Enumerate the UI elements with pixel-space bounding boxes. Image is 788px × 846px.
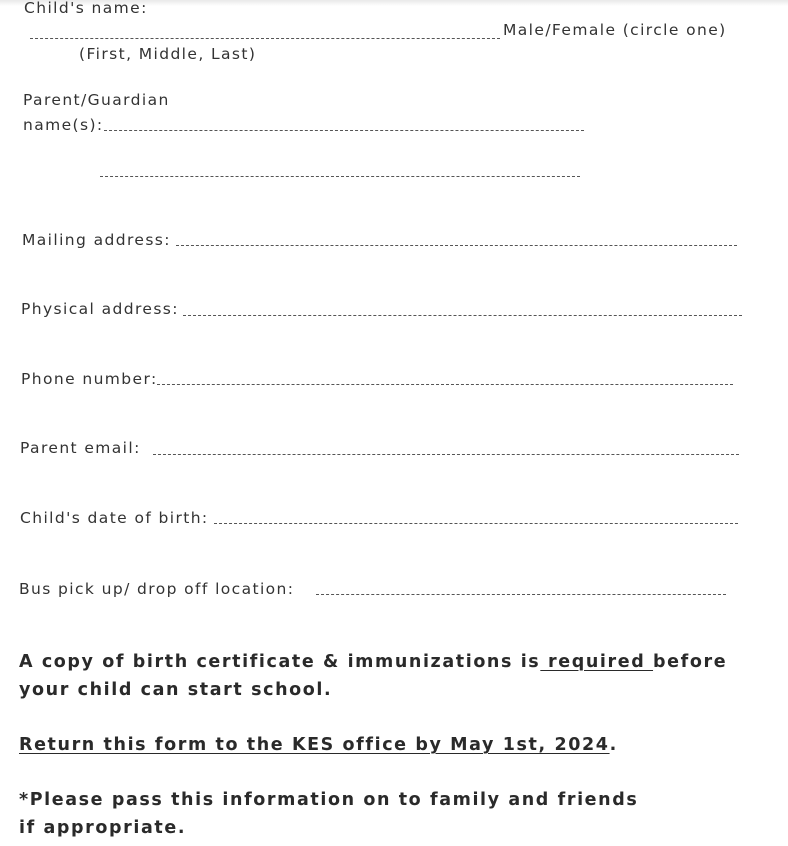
share-info-note: *Please pass this information on to family and friends if appropriate. (19, 790, 639, 838)
return-deadline: Return this form to the KES office by May 1st, 2024 (19, 735, 610, 755)
phone-number-field[interactable] (157, 384, 733, 385)
parent-name-field-1[interactable] (104, 130, 584, 131)
physical-address-label: Physical address: (21, 300, 179, 318)
gender-label: Male/Female (circle one) (503, 21, 727, 39)
required-emphasis: required (540, 652, 654, 672)
mailing-address-field[interactable] (176, 245, 737, 246)
child-name-label: Child's name: (24, 0, 148, 17)
parent-email-field[interactable] (153, 454, 739, 455)
parent-label-line1: Parent/Guardian (23, 91, 170, 109)
birth-cert-post: before your child can start school. (19, 652, 728, 700)
bus-location-field[interactable] (316, 594, 726, 595)
parent-label-line2: name(s): (23, 116, 104, 134)
child-name-field[interactable] (30, 38, 500, 39)
return-form-note (19, 731, 764, 759)
birth-cert-pre: A copy of birth certificate & immunizations is (19, 652, 541, 672)
birth-certificate-note (19, 648, 764, 704)
phone-number-label: Phone number: (21, 370, 158, 388)
parent-name-field-2[interactable] (100, 176, 580, 177)
dob-field[interactable] (214, 523, 738, 524)
mailing-address-label: Mailing address: (22, 231, 171, 249)
dob-label: Child's date of birth: (20, 509, 209, 527)
parent-email-label: Parent email: (20, 439, 141, 457)
name-hint: (First, Middle, Last) (79, 45, 257, 63)
bus-location-label: Bus pick up/ drop off location: (19, 580, 295, 598)
physical-address-field[interactable] (183, 315, 742, 316)
return-period: . (609, 735, 618, 755)
